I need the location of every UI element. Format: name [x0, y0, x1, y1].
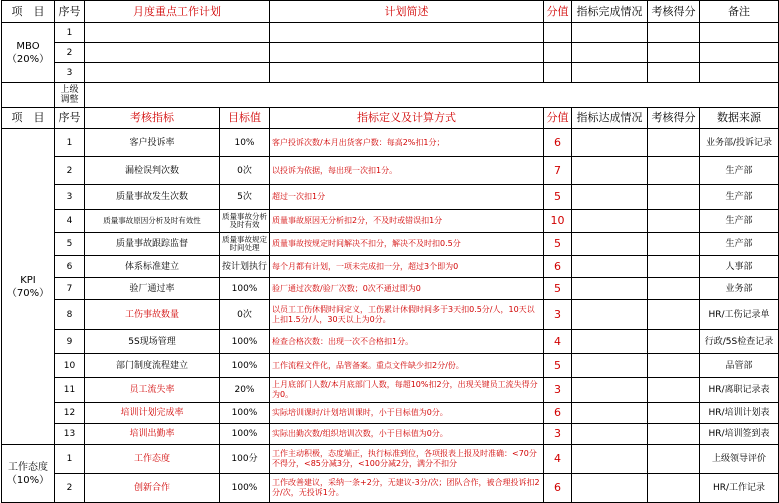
kpi-row-assess[interactable] — [648, 378, 700, 403]
kpi-row-no: 1 — [55, 129, 85, 157]
attitude-row-score: 4 — [544, 445, 572, 474]
kpi-row-assess[interactable] — [648, 300, 700, 330]
attitude-label-line1: 工作态度 — [8, 461, 48, 473]
mbo-completion-cell[interactable] — [572, 63, 648, 83]
kpi-header-source: 数据来源 — [700, 108, 779, 129]
attitude-row-assess[interactable] — [648, 445, 700, 474]
attitude-row-source: HR/工作记录 — [700, 474, 779, 503]
kpi-row-assess[interactable] — [648, 129, 700, 157]
mbo-label-line1: MBO — [16, 40, 40, 52]
kpi-row-name: 培训出勤率 — [85, 424, 220, 445]
attitude-row-definition: 工作主动积极，态度端正，执行标准到位，各项报表上报及时准确：<70分不得分，<85分减3分，<100分减2分，满分不扣分 — [270, 445, 544, 474]
mbo-header-row — [2, 1, 779, 23]
mbo-completion-cell[interactable] — [572, 23, 648, 43]
kpi-row-target: 100% — [220, 278, 270, 300]
mbo-plan-cell[interactable] — [85, 23, 270, 43]
kpi-header-item: 项 目 — [2, 108, 55, 129]
kpi-row-target: 质量事故分析及时有效 — [220, 210, 270, 233]
mbo-row — [2, 63, 779, 83]
attitude-row-achieve[interactable] — [572, 445, 648, 474]
kpi-row — [2, 278, 779, 300]
kpi-row-source: 品管部 — [700, 354, 779, 378]
mbo-header-remark: 备注 — [700, 1, 779, 23]
attitude-row-target: 100% — [220, 474, 270, 503]
kpi-row-definition: 质量事故原因无分析扣2分，不及时或错误扣1分 — [270, 210, 544, 233]
kpi-row-assess[interactable] — [648, 210, 700, 233]
kpi-row-target: 0次 — [220, 300, 270, 330]
mbo-plan-cell[interactable] — [85, 43, 270, 63]
mbo-header-score: 分值 — [544, 1, 572, 23]
kpi-row — [2, 129, 779, 157]
kpi-row-definition: 实际出勤次数/组织培训次数，小于目标值为0分。 — [270, 424, 544, 445]
kpi-row — [2, 330, 779, 354]
mbo-score-cell[interactable] — [544, 23, 572, 43]
mbo-brief-cell[interactable] — [270, 63, 544, 83]
kpi-row — [2, 403, 779, 424]
kpi-row-achieve[interactable] — [572, 256, 648, 278]
kpi-row-name: 工伤事故数量 — [85, 300, 220, 330]
mbo-remark-cell[interactable] — [700, 43, 779, 63]
kpi-row-no: 12 — [55, 403, 85, 424]
kpi-row-definition: 验厂通过次数/验厂次数；0次不通过即为0 — [270, 278, 544, 300]
kpi-row-target: 100% — [220, 403, 270, 424]
kpi-row-no: 6 — [55, 256, 85, 278]
kpi-row-score: 5 — [544, 233, 572, 256]
kpi-header-indicator: 考核指标 — [85, 108, 220, 129]
kpi-row-target: 10% — [220, 129, 270, 157]
kpi-row — [2, 378, 779, 403]
kpi-row — [2, 256, 779, 278]
mbo-row — [2, 23, 779, 43]
kpi-row-target: 100% — [220, 424, 270, 445]
kpi-row-source: 业务部 — [700, 278, 779, 300]
kpi-row-assess[interactable] — [648, 403, 700, 424]
kpi-row — [2, 233, 779, 256]
kpi-header-seq: 序号 — [55, 108, 85, 129]
mbo-score-cell[interactable] — [544, 43, 572, 63]
kpi-row-definition: 客户投诉次数/本月出货客户数：每高2%扣1分； — [270, 129, 544, 157]
kpi-row-score: 10 — [544, 210, 572, 233]
mbo-superior-blank — [2, 83, 55, 108]
kpi-row-definition: 上月底部门人数/本月底部门人数，每超10%扣2分，出现关键员工流失得分为0。 — [270, 378, 544, 403]
mbo-completion-cell[interactable] — [572, 43, 648, 63]
kpi-row-source: 行政/5S检查记录 — [700, 330, 779, 354]
kpi-row-definition: 超过一次扣1分 — [270, 185, 544, 210]
kpi-row-no: 4 — [55, 210, 85, 233]
mbo-superior-row — [2, 83, 779, 108]
mbo-header-seq: 序号 — [55, 1, 85, 23]
kpi-row-definition: 工作流程文件化，品管备案。重点文件缺少扣2分/份。 — [270, 354, 544, 378]
kpi-row-name: 部门制度流程建立 — [85, 354, 220, 378]
attitude-row-achieve[interactable] — [572, 474, 648, 503]
kpi-row-assess[interactable] — [648, 256, 700, 278]
kpi-row-definition: 检查合格次数：出现一次不合格扣1分。 — [270, 330, 544, 354]
kpi-row-source: HR/培训签到表 — [700, 424, 779, 445]
kpi-row-assess[interactable] — [648, 278, 700, 300]
kpi-row-source: HR/培训计划表 — [700, 403, 779, 424]
kpi-label-line2: （70%） — [6, 287, 50, 299]
kpi-row-assess[interactable] — [648, 424, 700, 445]
kpi-label — [2, 129, 55, 445]
mbo-row — [2, 43, 779, 63]
kpi-row-assess[interactable] — [648, 330, 700, 354]
attitude-row — [2, 445, 779, 474]
kpi-row-name: 验厂通过率 — [85, 278, 220, 300]
kpi-row-score: 6 — [544, 129, 572, 157]
kpi-row-no: 8 — [55, 300, 85, 330]
mbo-row-no: 3 — [55, 63, 85, 83]
kpi-row-source: 生产部 — [700, 210, 779, 233]
kpi-row-achieve[interactable] — [572, 300, 648, 330]
kpi-row-no: 7 — [55, 278, 85, 300]
mbo-assess-cell[interactable] — [648, 63, 700, 83]
attitude-row-name: 工作态度 — [85, 445, 220, 474]
mbo-remark-cell[interactable] — [700, 63, 779, 83]
kpi-row-target: 20% — [220, 378, 270, 403]
attitude-row-assess[interactable] — [648, 474, 700, 503]
mbo-label — [2, 23, 55, 83]
kpi-row-no: 13 — [55, 424, 85, 445]
mbo-superior-line1: 上级 — [60, 85, 79, 95]
kpi-row-score: 6 — [544, 256, 572, 278]
kpi-row-definition: 以员工工伤休假时间定义，工伤累计休假时间多于3天扣0.5分/人，10天以上扣1.5分/人，30天以上为0分。 — [270, 300, 544, 330]
mbo-remark-cell[interactable] — [700, 23, 779, 43]
kpi-row-name: 体系标准建立 — [85, 256, 220, 278]
kpi-row-score: 5 — [544, 278, 572, 300]
kpi-row-name: 质量事故发生次数 — [85, 185, 220, 210]
appraisal-table — [1, 0, 779, 503]
kpi-row-source: 生产部 — [700, 233, 779, 256]
kpi-row-target: 质量事故规定时间处理 — [220, 233, 270, 256]
kpi-row — [2, 157, 779, 185]
kpi-row-definition: 实际培训课时/计划培训课时，小于目标值为0分。 — [270, 403, 544, 424]
kpi-row — [2, 185, 779, 210]
kpi-row-achieve[interactable] — [572, 403, 648, 424]
kpi-row-target: 100% — [220, 330, 270, 354]
mbo-header-brief: 计划简述 — [270, 1, 544, 23]
kpi-row-no: 3 — [55, 185, 85, 210]
mbo-superior-cell[interactable] — [85, 83, 779, 108]
mbo-score-cell[interactable] — [544, 63, 572, 83]
mbo-row-no: 1 — [55, 23, 85, 43]
kpi-header-assess: 考核得分 — [648, 108, 700, 129]
kpi-row-source: HR/工伤记录单 — [700, 300, 779, 330]
kpi-row-name: 5S现场管理 — [85, 330, 220, 354]
mbo-assess-cell[interactable] — [648, 23, 700, 43]
kpi-row-no: 10 — [55, 354, 85, 378]
kpi-row-no: 9 — [55, 330, 85, 354]
mbo-header-completion: 指标完成情况 — [572, 1, 648, 23]
kpi-row — [2, 210, 779, 233]
attitude-row-no: 1 — [55, 445, 85, 474]
kpi-label-line1: KPI — [20, 274, 36, 286]
kpi-row-name: 培训计划完成率 — [85, 403, 220, 424]
kpi-row-source: 生产部 — [700, 157, 779, 185]
kpi-row-score: 5 — [544, 185, 572, 210]
kpi-row-source: 人事部 — [700, 256, 779, 278]
kpi-header-target: 目标值 — [220, 108, 270, 129]
kpi-row-name: 员工流失率 — [85, 378, 220, 403]
mbo-header-item: 项 目 — [2, 1, 55, 23]
attitude-row — [2, 474, 779, 503]
kpi-row-no: 5 — [55, 233, 85, 256]
kpi-row-name: 质量事故跟踪监督 — [85, 233, 220, 256]
kpi-row-name: 质量事故原因分析及时有效性 — [85, 210, 220, 233]
kpi-row-achieve[interactable] — [572, 210, 648, 233]
kpi-row-score: 3 — [544, 300, 572, 330]
kpi-row-score: 3 — [544, 378, 572, 403]
mbo-label-line2: （20%） — [6, 53, 50, 65]
attitude-row-no: 2 — [55, 474, 85, 503]
kpi-row-achieve[interactable] — [572, 378, 648, 403]
kpi-row-score: 4 — [544, 330, 572, 354]
attitude-label — [2, 445, 55, 503]
mbo-header-assess: 考核得分 — [648, 1, 700, 23]
kpi-row-achieve[interactable] — [572, 185, 648, 210]
kpi-header-achieve: 指标达成情况 — [572, 108, 648, 129]
kpi-row-no: 2 — [55, 157, 85, 185]
mbo-header-plan: 月度重点工作计划 — [85, 1, 270, 23]
kpi-header-score: 分值 — [544, 108, 572, 129]
kpi-row-target: 0次 — [220, 157, 270, 185]
attitude-row-score: 6 — [544, 474, 572, 503]
kpi-row — [2, 354, 779, 378]
kpi-row-source: HR/离职记录表 — [700, 378, 779, 403]
kpi-row-achieve[interactable] — [572, 157, 648, 185]
kpi-row-assess[interactable] — [648, 354, 700, 378]
kpi-row-definition: 以投诉为依据，每出现一次扣1分。 — [270, 157, 544, 185]
attitude-row-name: 创新合作 — [85, 474, 220, 503]
kpi-row-assess[interactable] — [648, 185, 700, 210]
kpi-row-achieve[interactable] — [572, 129, 648, 157]
mbo-row-no: 2 — [55, 43, 85, 63]
attitude-label-line2: （10%） — [6, 474, 50, 486]
kpi-row-no: 11 — [55, 378, 85, 403]
kpi-row-target: 5次 — [220, 185, 270, 210]
attitude-row-definition: 工作改善建议，采纳一条+2分，无建议-3分/次；团队合作，被合理投诉扣2分/次，无投诉1分。 — [270, 474, 544, 503]
kpi-row-achieve[interactable] — [572, 330, 648, 354]
mbo-brief-cell[interactable] — [270, 23, 544, 43]
kpi-row-target: 100% — [220, 354, 270, 378]
kpi-row-score: 6 — [544, 403, 572, 424]
kpi-row-achieve[interactable] — [572, 354, 648, 378]
kpi-row — [2, 424, 779, 445]
kpi-row — [2, 300, 779, 330]
mbo-brief-cell[interactable] — [270, 43, 544, 63]
kpi-row-definition: 质量事故按规定时间解决不扣分，解决不及时扣0.5分 — [270, 233, 544, 256]
mbo-superior-label — [55, 83, 85, 108]
kpi-row-assess[interactable] — [648, 233, 700, 256]
kpi-row-definition: 每个月都有计划，一项未完成扣一分，超过3个即为0 — [270, 256, 544, 278]
attitude-row-target: 100分 — [220, 445, 270, 474]
kpi-row-score: 5 — [544, 354, 572, 378]
kpi-header-definition: 指标定义及计算方式 — [270, 108, 544, 129]
kpi-row-source: 业务部/投诉记录 — [700, 129, 779, 157]
kpi-row-achieve[interactable] — [572, 278, 648, 300]
mbo-assess-cell[interactable] — [648, 43, 700, 63]
attitude-row-source: 上级领导评价 — [700, 445, 779, 474]
kpi-row-achieve[interactable] — [572, 424, 648, 445]
kpi-header-row — [2, 108, 779, 129]
kpi-row-target: 按计划执行 — [220, 256, 270, 278]
mbo-plan-cell[interactable] — [85, 63, 270, 83]
kpi-row-name: 客户投诉率 — [85, 129, 220, 157]
kpi-row-assess[interactable] — [648, 157, 700, 185]
kpi-row-score: 3 — [544, 424, 572, 445]
kpi-row-score: 7 — [544, 157, 572, 185]
kpi-row-name: 漏检误判次数 — [85, 157, 220, 185]
mbo-superior-line2: 调整 — [60, 95, 79, 105]
kpi-row-achieve[interactable] — [572, 233, 648, 256]
kpi-row-source: 生产部 — [700, 185, 779, 210]
